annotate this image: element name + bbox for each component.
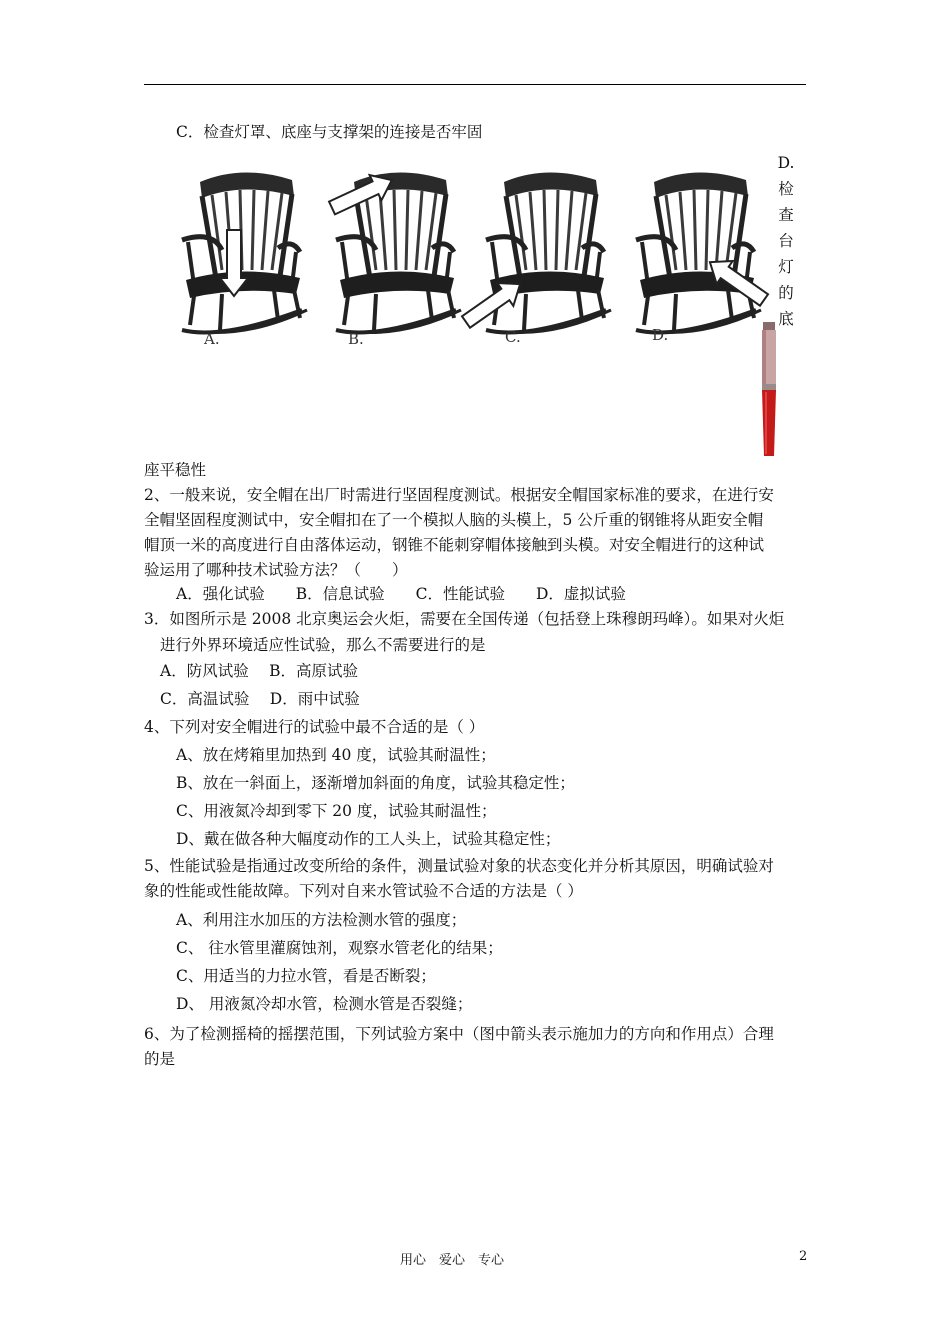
q2-line-2: 全帽坚固程度测试中，安全帽扣在了一个模拟人脑的头模上，5 公斤重的钢锥将从距安全帽 xyxy=(144,511,764,529)
q2-line-4: 验运用了哪种技术试验方法？（ ） xyxy=(144,561,408,579)
vertical-char: 查 xyxy=(778,206,794,224)
q5-option-d: D、 用液氮冷却水管，检测水管是否裂缝； xyxy=(176,995,473,1013)
header-rule xyxy=(144,84,806,85)
q3-options-1: A．防风试验 B．高原试验 xyxy=(160,662,359,680)
q3-options-2: C．高温试验 D．雨中试验 xyxy=(160,690,360,708)
q4-option-d: D、戴在做各种大幅度动作的工人头上，试验其稳定性； xyxy=(176,830,561,848)
q4-option-a: A、放在烤箱里加热到 40 度，试验其耐温性； xyxy=(176,746,496,764)
rocking-chairs-figure xyxy=(176,150,786,360)
chair-label-c: C. xyxy=(505,328,521,346)
q3-line-1: 3．如图所示是 2008 北京奥运会火炬，需要在全国传递（包括登上珠穆朗玛峰）。如果对火炬 xyxy=(144,610,785,628)
q5-option-c2: C、用适当的力拉水管，看是否断裂； xyxy=(176,967,436,985)
q2-line-3: 帽顶一米的高度进行自由落体运动，钢锥不能刺穿帽体接触到头模。对安全帽进行的这种试 xyxy=(144,536,765,554)
q5-line-1: 5、性能试验是指通过改变所给的条件，测量试验对象的状态变化并分析其原因，明确试验对 xyxy=(144,857,774,875)
vertical-char: 台 xyxy=(778,232,794,250)
chair-c xyxy=(458,172,611,333)
vertical-char: 灯 xyxy=(778,258,794,276)
vertical-char: 的 xyxy=(778,284,794,302)
q6-line-1: 6、为了检测摇椅的摇摆范围，下列试验方案中（图中箭头表示施加力的方向和作用点）合理 xyxy=(144,1025,774,1043)
q5-option-a: A、利用注水加压的方法检测水管的强度； xyxy=(176,911,467,929)
q4-option-b: B、放在一斜面上，逐渐增加斜面的角度，试验其稳定性； xyxy=(176,774,575,792)
option-d-continuation: 座平稳性 xyxy=(144,461,207,479)
q2-options: A．强化试验 B．信息试验 C．性能试验 D．虚拟试验 xyxy=(176,585,626,603)
chair-b xyxy=(326,167,461,332)
chair-label-a: A. xyxy=(204,330,220,348)
footer-motto: 用心 爱心 专心 xyxy=(400,1253,505,1268)
olympic-torch-image xyxy=(760,322,778,456)
vertical-char: D. xyxy=(777,154,795,172)
q4-option-c: C、用液氮冷却到零下 20 度，试验其耐温性； xyxy=(176,802,497,820)
q5-option-c1: C、 往水管里灌腐蚀剂，观察水管老化的结果； xyxy=(176,939,503,957)
q5-line-2: 象的性能或性能故障。下列对自来水管试验不合适的方法是（ ） xyxy=(144,882,583,900)
vertical-char: 底 xyxy=(778,310,794,328)
chair-a xyxy=(182,172,307,332)
chair-d xyxy=(636,172,772,332)
page-number: 2 xyxy=(799,1249,808,1264)
chair-label-d: D. xyxy=(652,326,669,344)
q2-line-1: 2、一般来说，安全帽在出厂时需进行坚固程度测试。根据安全帽国家标准的要求，在进行安 xyxy=(144,486,774,504)
q4-stem: 4、下列对安全帽进行的试验中最不合适的是（ ） xyxy=(144,718,485,736)
q6-line-2: 的是 xyxy=(144,1050,176,1068)
chair-label-b: B. xyxy=(348,330,364,348)
vertical-char: 检 xyxy=(778,180,794,198)
vertical-option-d xyxy=(776,150,796,332)
option-c-text: C．检查灯罩、底座与支撑架的连接是否牢固 xyxy=(176,123,483,141)
q3-line-2: 进行外界环境适应性试验，那么不需要进行的是 xyxy=(160,636,486,654)
